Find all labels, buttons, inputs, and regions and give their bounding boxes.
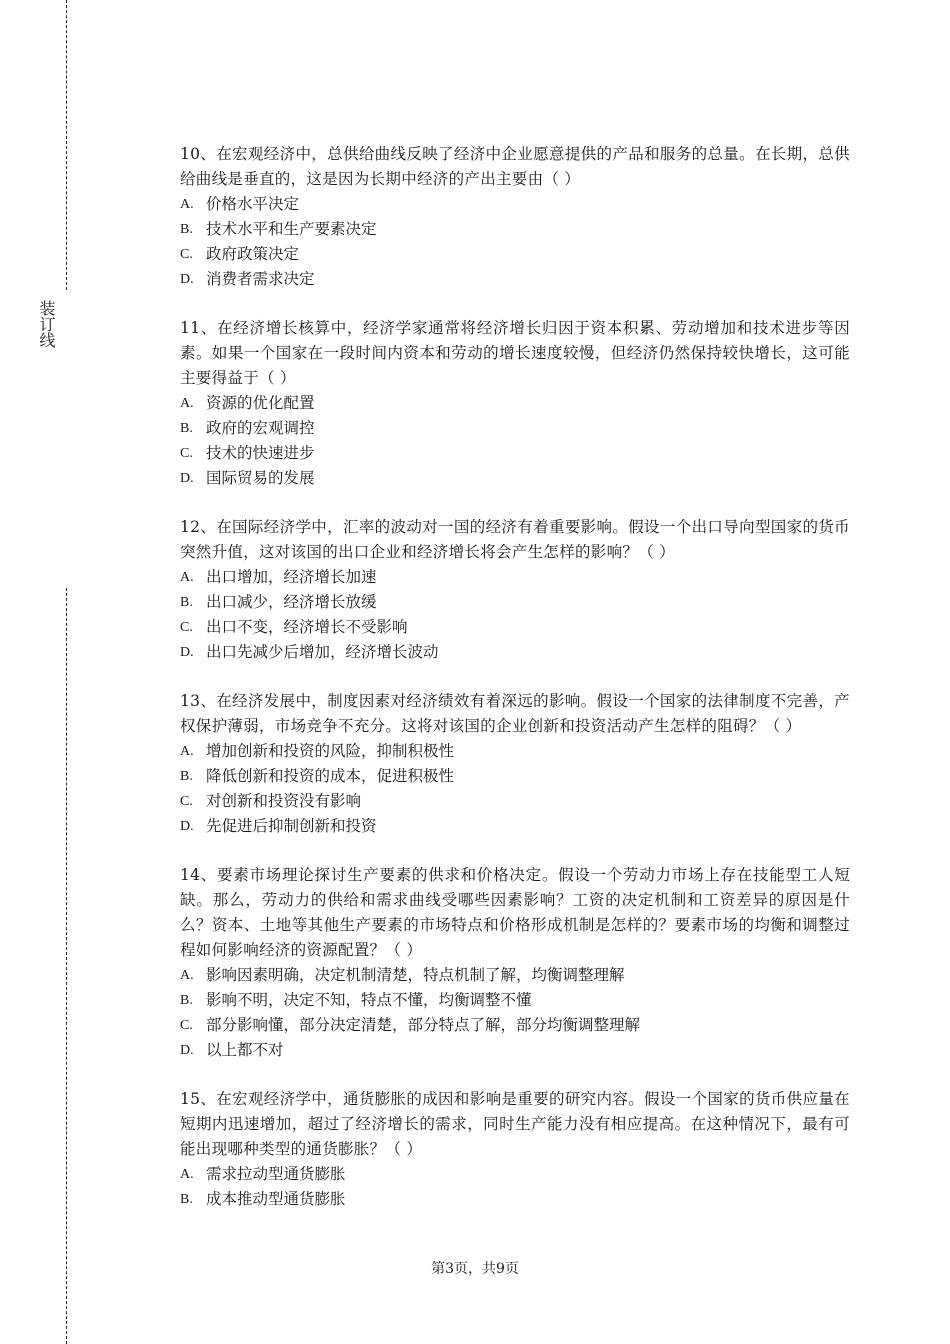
option-item	[180, 988, 850, 1013]
question-stem: 15、在宏观经济学中，通货膨胀的成因和影响是重要的研究内容。假设一个国家的货币供应量在短期内迅速增加，超过了经济增长的需求，同时生产能力没有相应提高。在这种情况下，最有可能出现哪种类型的通货膨胀？（ ）	[180, 1090, 850, 1158]
option-list	[180, 565, 850, 665]
page-number: 第3页，共9页	[431, 1261, 519, 1277]
option-item	[180, 1162, 850, 1187]
option-letter: A.	[180, 570, 194, 585]
option-item	[180, 640, 850, 665]
option-text: 技术的快速进步	[206, 444, 315, 462]
binding-dashed-line-bottom	[66, 588, 67, 1344]
option-letter: B.	[180, 769, 193, 784]
question-item	[180, 863, 850, 1063]
option-list	[180, 391, 850, 491]
option-letter: B.	[180, 222, 193, 237]
option-list	[180, 739, 850, 839]
option-text: 政府的宏观调控	[206, 419, 315, 437]
question-item	[180, 689, 850, 839]
binding-dashed-line-top	[66, 0, 67, 290]
option-item	[180, 615, 850, 640]
question-stem: 13、在经济发展中，制度因素对经济绩效有着深远的影响。假设一个国家的法律制度不完善，产权保护薄弱，市场竞争不充分。这将对该国的企业创新和投资活动产生怎样的阻碍？（ ）	[180, 692, 850, 735]
option-list	[180, 192, 850, 292]
question-item	[180, 1087, 850, 1212]
option-text: 技术水平和生产要素决定	[206, 220, 377, 238]
option-letter: A.	[180, 1167, 194, 1182]
option-letter: A.	[180, 968, 194, 983]
option-text: 出口不变，经济增长不受影响	[206, 618, 408, 636]
option-letter: C.	[180, 794, 193, 809]
option-text: 增加创新和投资的风险，抑制积极性	[206, 742, 455, 760]
option-letter: A.	[180, 197, 194, 212]
question-stem: 11、在经济增长核算中，经济学家通常将经济增长归因于资本积累、劳动增加和技术进步等因素。如果一个国家在一段时间内资本和劳动的增长速度较慢，但经济仍然保持较快增长，这可能主要得益于（ ）	[180, 319, 850, 387]
binding-line-label: 装订线	[37, 300, 56, 348]
option-text: 出口增加，经济增长加速	[206, 568, 377, 586]
option-item	[180, 814, 850, 839]
question-list	[180, 142, 850, 1236]
option-letter: B.	[180, 993, 193, 1008]
option-text: 以上都不对	[206, 1041, 284, 1059]
option-text: 需求拉动型通货膨胀	[206, 1165, 346, 1183]
option-letter: C.	[180, 446, 193, 461]
option-text: 出口减少，经济增长放缓	[206, 593, 377, 611]
option-letter: D.	[180, 645, 194, 660]
option-letter: C.	[180, 247, 193, 262]
option-text: 价格水平决定	[206, 195, 300, 213]
option-item	[180, 267, 850, 292]
question-item	[180, 515, 850, 665]
option-item	[180, 565, 850, 590]
option-item	[180, 416, 850, 441]
option-letter: D.	[180, 1043, 194, 1058]
option-item	[180, 764, 850, 789]
option-text: 降低创新和投资的成本，促进积极性	[206, 767, 455, 785]
option-item	[180, 192, 850, 217]
option-text: 消费者需求决定	[206, 270, 315, 288]
option-list	[180, 1162, 850, 1212]
option-letter: D.	[180, 471, 194, 486]
option-letter: C.	[180, 620, 193, 635]
option-item	[180, 1187, 850, 1212]
option-letter: D.	[180, 272, 194, 287]
option-item	[180, 1038, 850, 1063]
option-text: 出口先减少后增加，经济增长波动	[206, 643, 439, 661]
option-item	[180, 739, 850, 764]
option-item	[180, 789, 850, 814]
option-letter: A.	[180, 744, 194, 759]
option-text: 成本推动型通货膨胀	[206, 1190, 346, 1208]
option-letter: C.	[180, 1018, 193, 1033]
option-text: 资源的优化配置	[206, 394, 315, 412]
option-item	[180, 590, 850, 615]
option-text: 政府政策决定	[206, 245, 300, 263]
option-item	[180, 1013, 850, 1038]
option-text: 国际贸易的发展	[206, 469, 315, 487]
option-item	[180, 217, 850, 242]
question-item	[180, 316, 850, 491]
question-stem: 12、在国际经济学中，汇率的波动对一国的经济有着重要影响。假设一个出口导向型国家的货币突然升值，这对该国的出口企业和经济增长将会产生怎样的影响？（ ）	[180, 518, 850, 561]
option-text: 影响因素明确，决定机制清楚，特点机制了解，均衡调整理解	[206, 966, 625, 984]
option-text: 先促进后抑制创新和投资	[206, 817, 377, 835]
option-letter: B.	[180, 1192, 193, 1207]
question-stem: 10、在宏观经济中，总供给曲线反映了经济中企业愿意提供的产品和服务的总量。在长期，总供给曲线是垂直的，这是因为长期中经济的产出主要由（ ）	[180, 145, 850, 188]
option-item	[180, 441, 850, 466]
question-stem: 14、要素市场理论探讨生产要素的供求和价格决定。假设一个劳动力市场上存在技能型工人短缺。那么，劳动力的供给和需求曲线受哪些因素影响？工资的决定机制和工资差异的原因是什么？资本、土地等其他生产要素的市场特点和价格形成机制是怎样的？要素市场的均衡和调整过程如何影响经济的资源配置？（ ）	[180, 866, 850, 959]
option-letter: B.	[180, 421, 193, 436]
option-item	[180, 391, 850, 416]
option-text: 影响不明，决定不知，特点不懂，均衡调整不懂	[206, 991, 532, 1009]
option-list	[180, 963, 850, 1063]
option-item	[180, 466, 850, 491]
question-item	[180, 142, 850, 292]
option-letter: B.	[180, 595, 193, 610]
option-letter: A.	[180, 396, 194, 411]
option-text: 对创新和投资没有影响	[206, 792, 362, 810]
option-text: 部分影响懂，部分决定清楚，部分特点了解，部分均衡调整理解	[206, 1016, 641, 1034]
option-item	[180, 963, 850, 988]
option-letter: D.	[180, 819, 194, 834]
page-footer	[0, 1258, 950, 1278]
option-item	[180, 242, 850, 267]
